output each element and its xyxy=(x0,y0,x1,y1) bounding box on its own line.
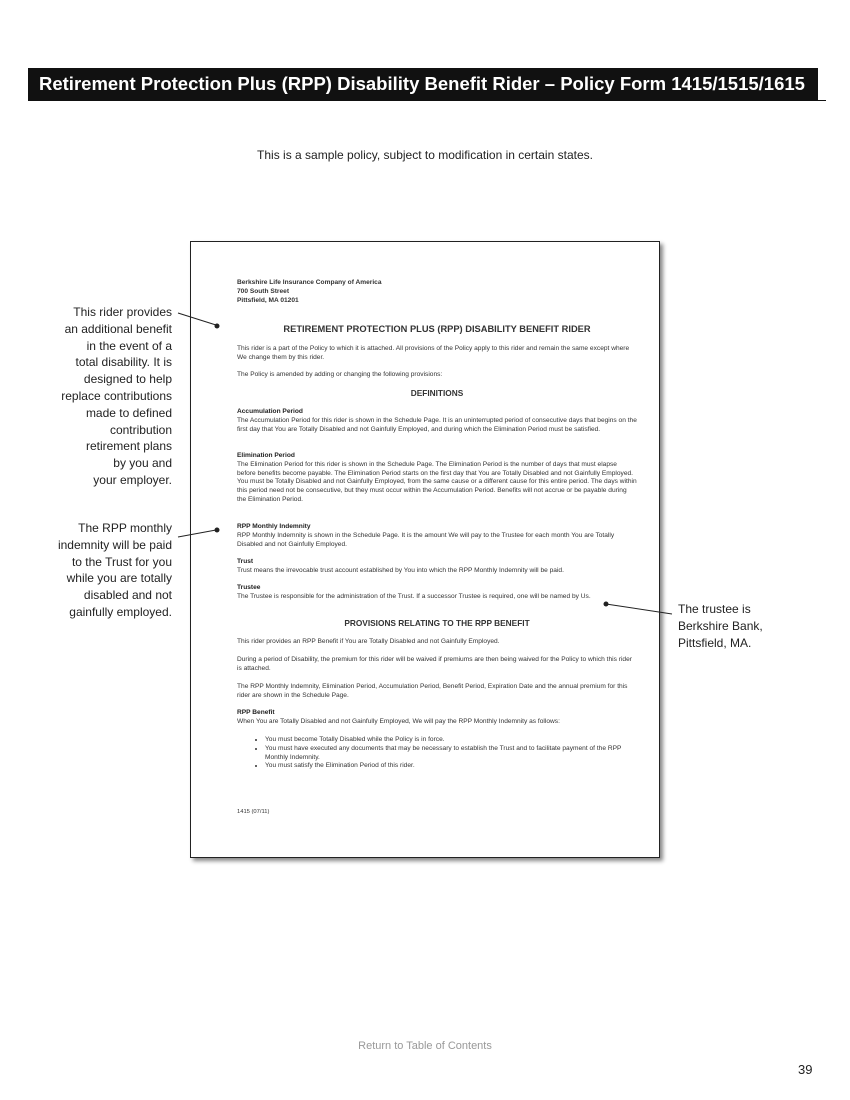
definition-term: Accumulation Period xyxy=(237,408,303,415)
intro-paragraph: This rider is a part of the Policy to which it is attached. All provisions of the Policy apply to this rider and remain the same except where We change them by this rider. xyxy=(237,345,630,361)
annotation-line: your employer. xyxy=(93,472,172,487)
annotation-line: while you are totally xyxy=(66,571,172,586)
annotation-line: The RPP monthly xyxy=(78,521,172,535)
page-number: 39 xyxy=(798,1062,813,1077)
callout-line-trustee xyxy=(606,604,672,614)
annotation-rider xyxy=(61,304,172,489)
list-item: • You must have executed any documents that may be necessary to establish the Trust and to facilitate payment of the RPP Monthly Indemnity. xyxy=(265,745,637,763)
provision-paragraph: During a period of Disability, the premium for this rider will be waived if premiums are then being waived for the Policy to which this rider is attached. xyxy=(237,656,632,672)
annotation-line: in the event of a xyxy=(86,338,172,353)
annotation-trustee xyxy=(678,601,763,651)
callout-line-rider xyxy=(178,313,216,325)
callout-dot-monthly xyxy=(215,528,220,533)
city: Pittsfield, MA 01201 xyxy=(237,296,299,304)
definition-text: Trust means the irrevocable trust account established by You into which the RPP Monthly Indemnity will be paid. xyxy=(237,566,564,574)
annotation-line: indemnity will be paid xyxy=(57,537,172,552)
annotation-line: by you and xyxy=(113,456,172,471)
annotation-line: to the Trust for you xyxy=(71,554,172,569)
list-item: • You must become Totally Disabled while the Policy is in force. xyxy=(265,736,637,745)
annotation-line: an additional benefit xyxy=(64,321,172,336)
definition-text: RPP Monthly Indemnity is shown in the Schedule Page. It is the amount We will pay to the Trustee for each month You are Totally Disabled and not Gainfully Employed. xyxy=(237,531,615,548)
definition-term: Trustee xyxy=(237,584,261,591)
callout-dot-trustee xyxy=(604,602,609,607)
street: 700 South Street xyxy=(237,287,290,295)
annotation-line: designed to help xyxy=(83,372,172,387)
provision-paragraph: This rider provides an RPP Benefit if You are Totally Disabled and not Gainfully Employed. xyxy=(237,638,500,645)
annotation-line: replace contributions xyxy=(61,388,172,403)
annotation-line: total disability. It is xyxy=(75,355,172,370)
annotation-line: disabled and not xyxy=(83,588,172,603)
provision-paragraph: The RPP Monthly Indemnity, Elimination Period, Accumulation Period, Benefit Period, Expiration Date and the annual premium for this rider are shown in the Schedule Page. xyxy=(237,683,628,699)
annotation-line: Pittsfield, MA. xyxy=(678,635,752,650)
return-to-toc-link[interactable]: Return to Table of Contents xyxy=(358,1040,492,1052)
annotation-line: This rider provides xyxy=(73,305,172,319)
annotation-monthly-indemnity xyxy=(58,520,172,621)
definition-term: RPP Monthly Indemnity xyxy=(237,523,311,530)
annotation-line: Berkshire Bank, xyxy=(678,618,763,633)
benefit-text: When You are Totally Disabled and not Gainfully Employed, We will pay the RPP Monthly Indemnity as follows: xyxy=(237,717,560,725)
annotation-line: contribution xyxy=(109,422,172,437)
document-title: RETIREMENT PROTECTION PLUS (RPP) DISABILITY BENEFIT RIDER xyxy=(283,324,591,334)
definition-text: The Accumulation Period for this rider is shown in the Schedule Page. It is an uninterrupted period of consecutive days that begins on the first day that You are Totally Disabled and not Gainfully Employed, and during which the Elimination Period must be satisfied. xyxy=(237,416,637,433)
callout-dot-rider xyxy=(215,324,220,329)
annotation-line: gainfully employed. xyxy=(69,604,172,619)
page-header-title: Retirement Protection Plus (RPP) Disability Benefit Rider – Policy Form 1415/1515/1615 xyxy=(28,68,818,100)
provisions-heading: PROVISIONS RELATING TO THE RPP BENEFIT xyxy=(344,618,530,628)
list-item: • You must satisfy the Elimination Period of this rider. xyxy=(265,762,637,771)
sample-policy-note: This is a sample policy, subject to modification in certain states. xyxy=(257,148,593,162)
definitions-heading: DEFINITIONS xyxy=(410,388,464,398)
annotation-line: made to defined xyxy=(85,405,172,420)
annotation-line: retirement plans xyxy=(85,439,172,454)
definition-term: Elimination Period xyxy=(237,452,295,459)
form-number: 1415 (07/11) xyxy=(237,809,270,815)
company-name: Berkshire Life Insurance Company of America xyxy=(237,279,382,286)
definition-text: The Trustee is responsible for the administration of the Trust. If a successor Trustee is required, one will be named by Us. xyxy=(237,592,591,600)
definition-text: The Elimination Period for this rider is shown in the Schedule Page. The Elimination Period is the number of days that must elapse before benefits become payable. The Elimination Period starts on the first day that You are Totally Disabled and not Gainfully Employed. You must be Totally Disabled and not Gainfully Employed, from the same cause or a different cause for this entire period. The days within this period need not be consecutive, but they must occur within the Accumulation Period. Benefits will not accrue or be payable during the Elimination Period. xyxy=(237,460,637,503)
benefit-term: RPP Benefit xyxy=(237,709,275,716)
definition-term: Trust xyxy=(237,558,254,565)
annotation-line: The trustee is xyxy=(678,602,751,616)
callout-line-monthly xyxy=(178,530,216,537)
amend-paragraph: The Policy is amended by adding or changing the following provisions: xyxy=(237,371,443,378)
